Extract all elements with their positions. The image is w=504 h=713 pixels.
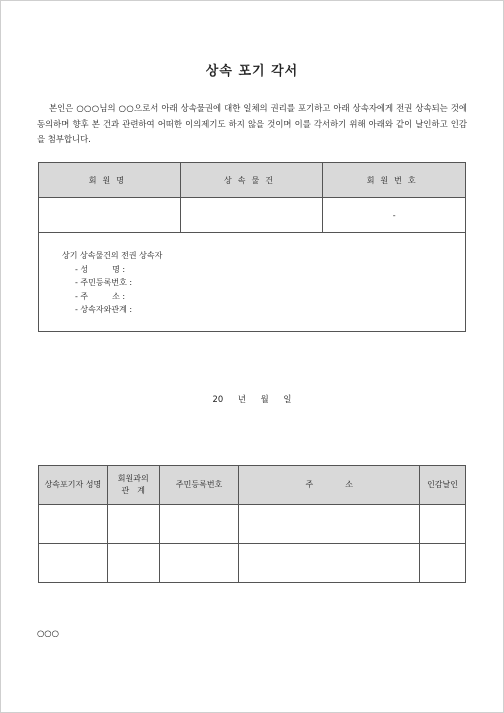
table-row xyxy=(39,544,466,583)
cell-address[interactable] xyxy=(239,544,420,583)
header-member-number: 회원번호 xyxy=(323,163,466,198)
heir-address-label: - 주 소 : xyxy=(75,291,126,301)
heir-name-label: - 성 명 : xyxy=(75,264,126,274)
document-title: 상속 포기 각서 xyxy=(205,64,299,79)
intro-paragraph xyxy=(37,101,467,148)
table-row xyxy=(39,505,466,544)
cell-address[interactable] xyxy=(239,505,420,544)
inheritance-table xyxy=(38,162,466,332)
cell-member-number[interactable]: - xyxy=(323,198,466,233)
header-renouncer-name: 상속포기자 성명 xyxy=(39,466,108,505)
heir-relation-label: - 상속자와관계 : xyxy=(75,305,133,314)
date-line: 20 년 월 일 xyxy=(212,394,292,404)
cell-relation[interactable] xyxy=(107,505,159,544)
header-id-number: 주민등록번호 xyxy=(159,466,239,505)
cell-relation[interactable] xyxy=(107,544,159,583)
renouncer-table-header xyxy=(39,466,466,505)
heir-block-row xyxy=(39,233,466,332)
heir-block-title: 상기 상속물건의 전권 상속자 xyxy=(62,251,163,260)
inheritance-table-header xyxy=(39,163,466,198)
cell-id-number[interactable] xyxy=(159,505,239,544)
cell-member-name[interactable] xyxy=(39,198,181,233)
intro-text: 본인은 ○○○님의 ○○으로서 아래 상속물권에 대한 일체의 권리를 포기하고 아래 상속자에게 전권 상속되는 것에 동의하며 향후 본 건과 관련하여 어떠한 이의제기도 하지 않을 것이며 이를 각서하기 위해 아래와 같이 날인하고 인감을 첨부합니다. xyxy=(37,103,467,144)
cell-renouncer-name[interactable] xyxy=(39,505,108,544)
table-row xyxy=(39,198,466,233)
header-seal: 인감날인 xyxy=(420,466,466,505)
heir-block xyxy=(39,233,466,332)
renouncer-table xyxy=(38,465,466,583)
cell-seal[interactable] xyxy=(420,544,466,583)
cell-id-number[interactable] xyxy=(159,544,239,583)
heir-id-number-label: - 주민등록번호 : xyxy=(75,278,133,287)
cell-renouncer-name[interactable] xyxy=(39,544,108,583)
cell-seal[interactable] xyxy=(420,505,466,544)
header-inherited-item: 상속물건 xyxy=(180,163,323,198)
header-relation: 회원과의 관 계 xyxy=(107,466,159,505)
footer-signature: ○○○ xyxy=(37,628,59,638)
header-member-name: 회원명 xyxy=(39,163,181,198)
cell-inherited-item[interactable] xyxy=(180,198,323,233)
header-address: 주 소 xyxy=(239,466,420,505)
